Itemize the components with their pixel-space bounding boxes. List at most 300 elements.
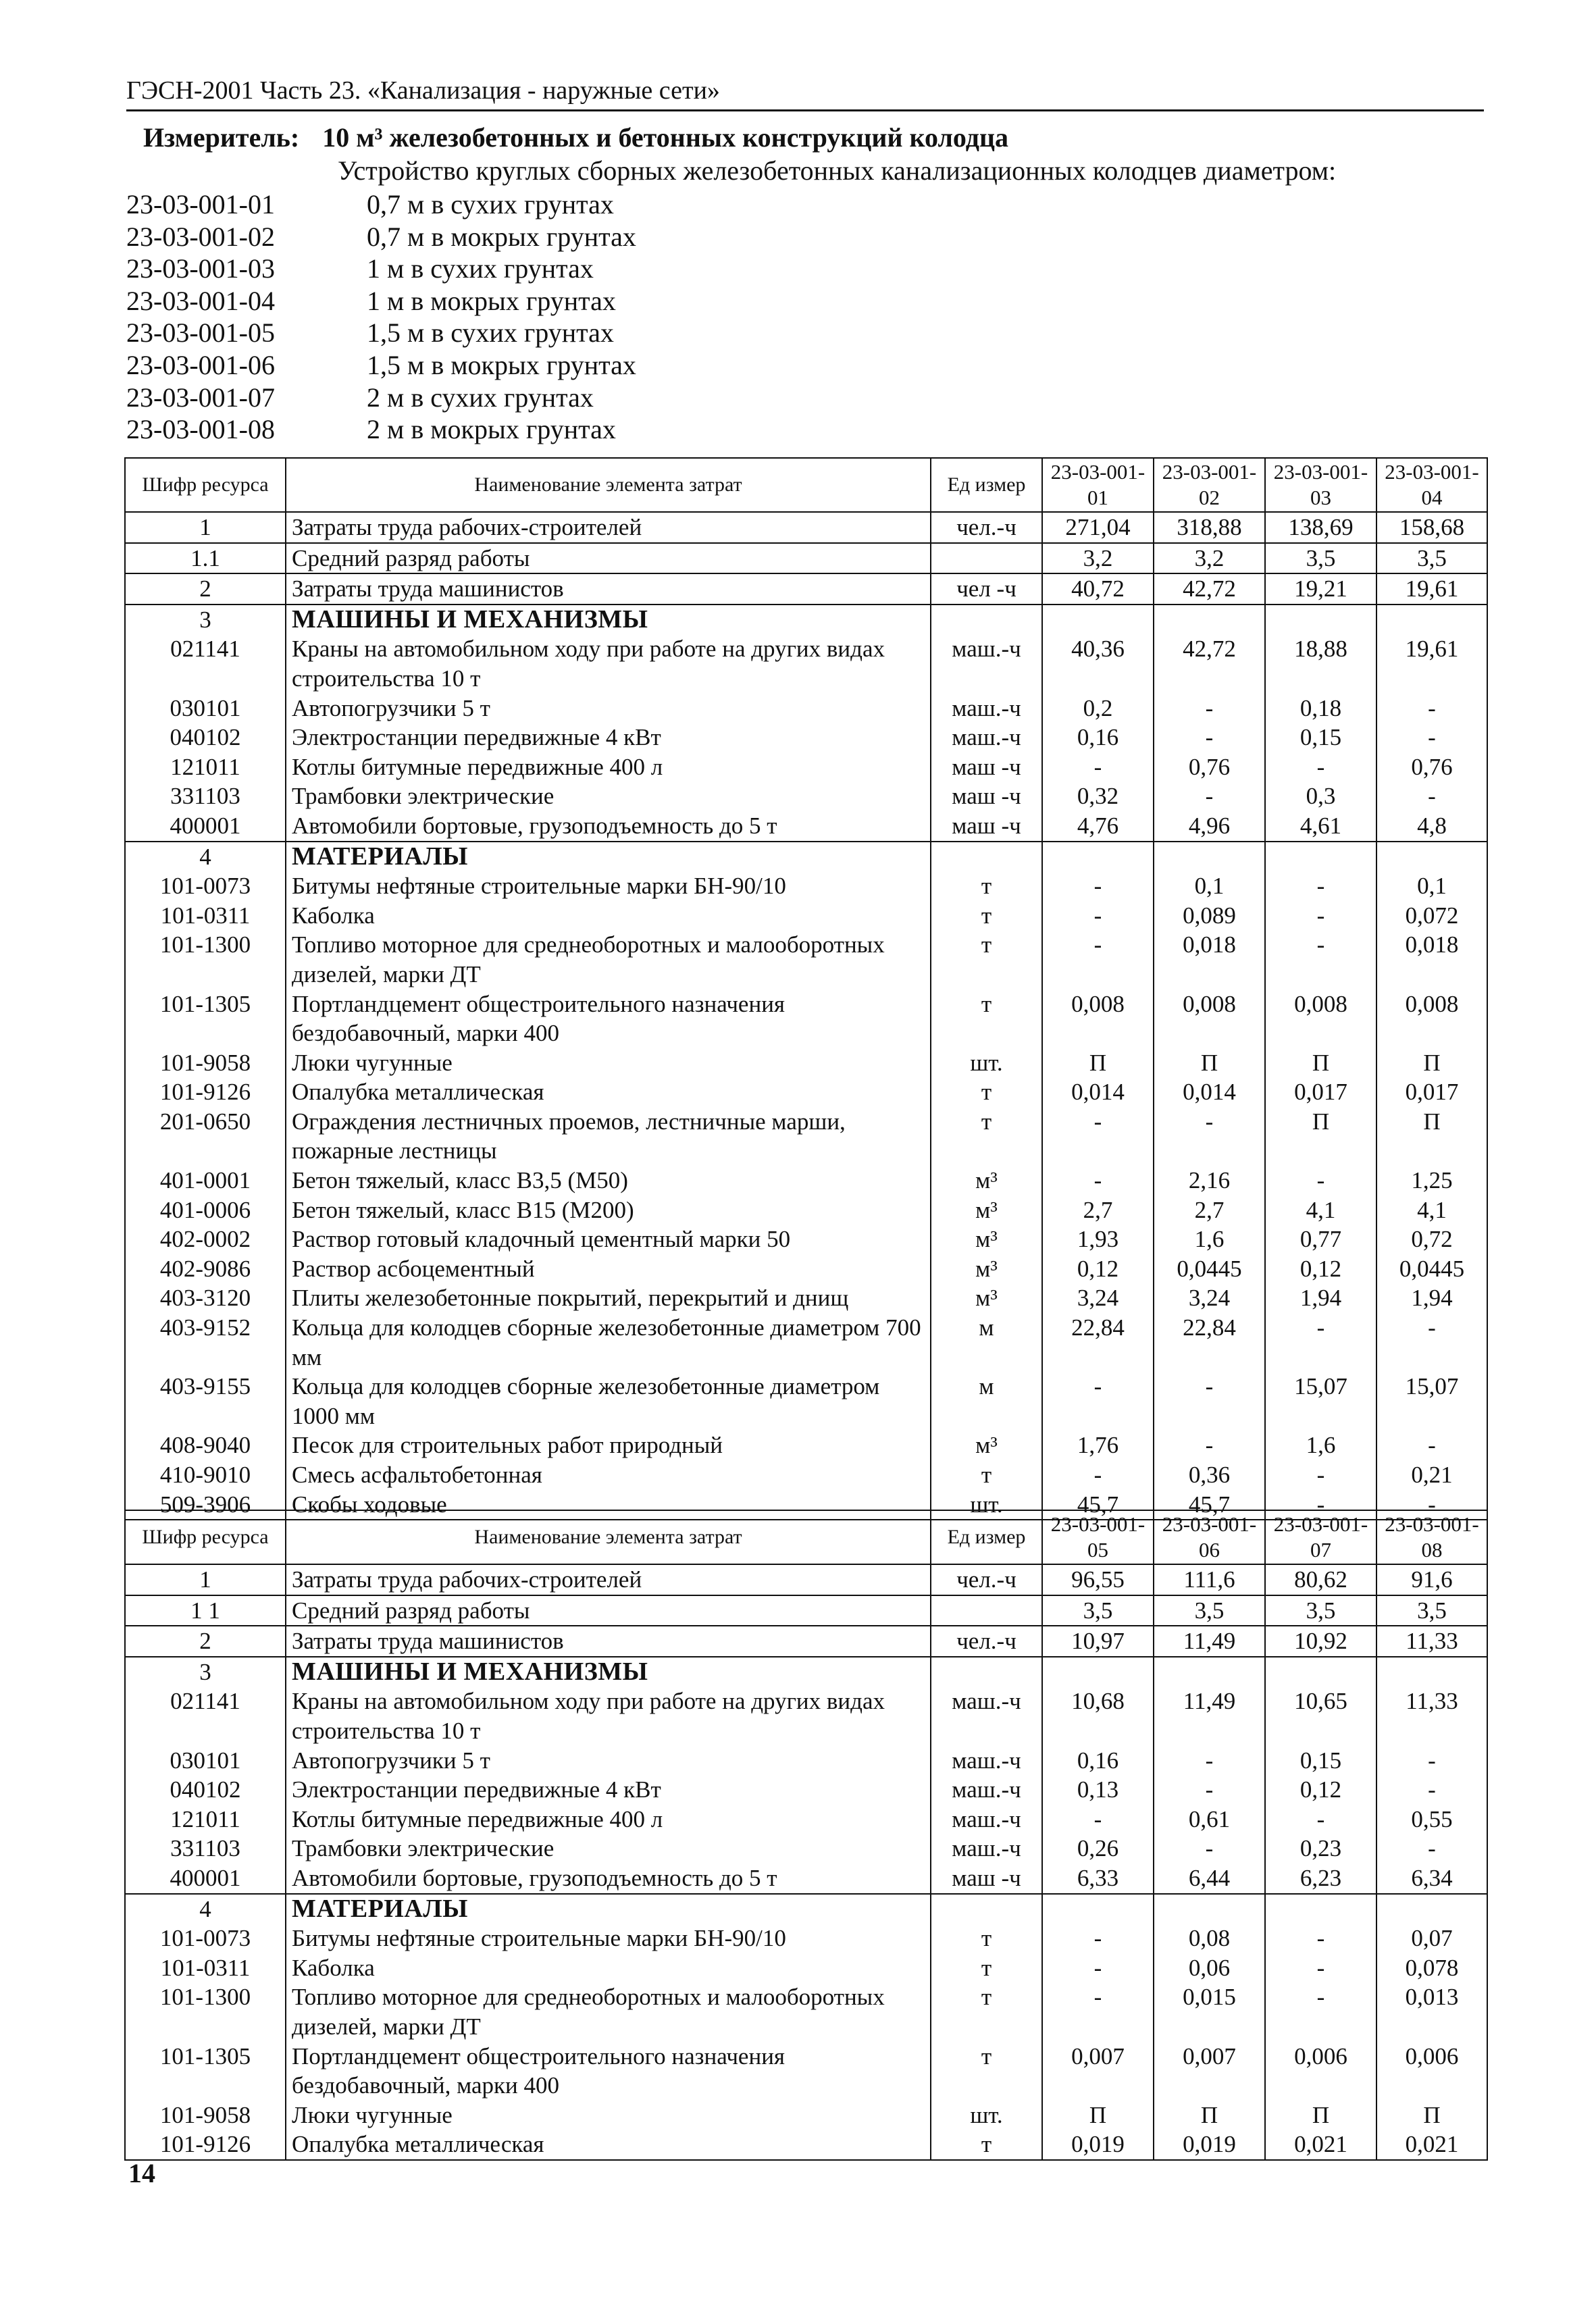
norm-value: 45,7 <box>1042 1490 1154 1520</box>
norm-value: - <box>1376 1746 1487 1776</box>
resource-name: Автопогрузчики 5 т <box>286 694 931 723</box>
resource-name: Краны на автомобильном ходу при работе на других видах строительства 10 т <box>286 634 931 693</box>
norm-value: 3,5 <box>1265 543 1376 574</box>
unit: маш.-ч <box>931 723 1042 752</box>
norm-value <box>1265 1894 1376 1924</box>
norm-value: 0,08 <box>1154 1924 1265 1953</box>
norm-value: 0,16 <box>1042 723 1154 752</box>
norm-value: 0,06 <box>1154 1953 1265 1983</box>
norm-value: 271,04 <box>1042 512 1154 543</box>
norm-value: П <box>1154 2101 1265 2130</box>
unit: т <box>931 1077 1042 1107</box>
norm-code: 23-03-001-04 <box>126 285 275 316</box>
norm-value: - <box>1042 1166 1154 1195</box>
unit: маш.-ч <box>931 1775 1042 1805</box>
unit: м³ <box>931 1254 1042 1284</box>
resource-name: Битумы нефтяные строительные марки БН-90/10 <box>286 1924 931 1953</box>
code-list-item <box>126 188 636 221</box>
norm-value: - <box>1042 1982 1154 2041</box>
resource-code: 101-9126 <box>125 2130 286 2160</box>
norm-value: 1,93 <box>1042 1225 1154 1254</box>
table-row <box>125 1166 1487 1195</box>
norm-value: 1,94 <box>1265 1283 1376 1313</box>
norm-description: 2 м в сухих грунтах <box>367 382 594 413</box>
resource-name: Каболка <box>286 1953 931 1983</box>
norm-value: - <box>1042 1805 1154 1834</box>
norm-value: 0,072 <box>1376 901 1487 931</box>
norm-value: 0,26 <box>1042 1834 1154 1863</box>
resource-code: 4 <box>125 842 286 872</box>
resource-code: 400001 <box>125 811 286 842</box>
resource-code: 101-0311 <box>125 1953 286 1983</box>
resource-name: Ограждения лестничных проемов, лестничные марши, пожарные лестницы <box>286 1107 931 1166</box>
norm-value: - <box>1042 1460 1154 1490</box>
norm-value: 15,07 <box>1265 1372 1376 1431</box>
norm-value: 40,36 <box>1042 634 1154 693</box>
norm-value: 15,07 <box>1376 1372 1487 1431</box>
table-row <box>125 1283 1487 1313</box>
norm-value: 0,55 <box>1376 1805 1487 1834</box>
unit: маш.-ч <box>931 694 1042 723</box>
resource-name: Плиты железобетонные покрытий, перекрытий и днищ <box>286 1283 931 1313</box>
norm-value: 0,76 <box>1154 752 1265 782</box>
resource-name: Средний разряд работы <box>286 543 931 574</box>
table-row <box>125 694 1487 723</box>
page-number: 14 <box>128 2158 155 2188</box>
resource-table-2 <box>124 1510 1488 2161</box>
code-list-item <box>126 349 636 382</box>
norm-value: 4,1 <box>1265 1195 1376 1225</box>
norm-value: 0,017 <box>1265 1077 1376 1107</box>
norm-value: 1,25 <box>1376 1166 1487 1195</box>
unit: чел.-ч <box>931 512 1042 543</box>
col-name-header: Наименование элемента затрат <box>286 1510 931 1564</box>
unit: шт. <box>931 1048 1042 1078</box>
resource-code: 402-0002 <box>125 1225 286 1254</box>
unit: маш -ч <box>931 781 1042 811</box>
resource-code: 101-1300 <box>125 1982 286 2041</box>
norm-value: П <box>1042 2101 1154 2130</box>
norm-value <box>1042 1657 1154 1687</box>
resource-code: 410-9010 <box>125 1460 286 1490</box>
norm-description: 1 м в сухих грунтах <box>367 253 594 284</box>
norm-value: - <box>1265 1924 1376 1953</box>
col-norm-header: 23-03-001-02 <box>1154 458 1265 512</box>
table-row <box>125 1460 1487 1490</box>
table-row <box>125 2101 1487 2130</box>
norm-value: П <box>1265 2101 1376 2130</box>
resource-code: 030101 <box>125 694 286 723</box>
norm-value: 0,008 <box>1376 989 1487 1048</box>
resource-name: Люки чугунные <box>286 2101 931 2130</box>
norm-value: - <box>1265 1953 1376 1983</box>
norm-value: - <box>1042 930 1154 989</box>
unit: маш.-ч <box>931 1834 1042 1863</box>
norm-value: - <box>1265 752 1376 782</box>
norm-value: - <box>1154 723 1265 752</box>
resource-code: 331103 <box>125 781 286 811</box>
norm-value: 0,12 <box>1042 1254 1154 1284</box>
resource-code: 121011 <box>125 1805 286 1834</box>
table-row <box>125 1657 1487 1687</box>
norm-value: 22,84 <box>1154 1313 1265 1372</box>
norm-value: 10,92 <box>1265 1626 1376 1657</box>
norm-value: П <box>1376 1048 1487 1078</box>
norm-value: 0,12 <box>1265 1775 1376 1805</box>
norm-value: - <box>1042 1953 1154 1983</box>
norm-value: 0,021 <box>1265 2130 1376 2160</box>
resource-name: Топливо моторное для среднеоборотных и малооборотных дизелей, марки ДТ <box>286 930 931 989</box>
norm-value: 0,007 <box>1154 2042 1265 2101</box>
norm-value: 1,94 <box>1376 1283 1487 1313</box>
norm-value: 3,5 <box>1376 1595 1487 1626</box>
resource-name: Портландцемент общестроительного назначения бездобавочный, марки 400 <box>286 989 931 1048</box>
norm-value: 3,5 <box>1154 1595 1265 1626</box>
table-row <box>125 1924 1487 1953</box>
table-row <box>125 811 1487 842</box>
norm-value: 0,006 <box>1376 2042 1487 2101</box>
unit: маш.-ч <box>931 1805 1042 1834</box>
resource-code: 2 <box>125 573 286 605</box>
resource-code: 509-3906 <box>125 1490 286 1520</box>
norm-value <box>1376 842 1487 872</box>
table-row <box>125 1894 1487 1924</box>
unit: т <box>931 1460 1042 1490</box>
resource-code: 3 <box>125 1657 286 1687</box>
norm-code: 23-03-001-02 <box>126 221 275 252</box>
measure-value: 10 м³ железобетонных и бетонных конструкций колодца <box>322 122 1009 153</box>
norm-value: П <box>1265 1048 1376 1078</box>
unit <box>931 1657 1042 1687</box>
resource-code: 3 <box>125 605 286 635</box>
col-code-header: Шифр ресурса <box>125 458 286 512</box>
norm-description: 0,7 м в сухих грунтах <box>367 189 614 220</box>
table-row <box>125 512 1487 543</box>
norm-description: 0,7 м в мокрых грунтах <box>367 221 636 252</box>
unit <box>931 543 1042 574</box>
resource-name: Топливо моторное для среднеоборотных и малооборотных дизелей, марки ДТ <box>286 1982 931 2041</box>
resource-name: Портландцемент общестроительного назначения бездобавочный, марки 400 <box>286 2042 931 2101</box>
norm-value: - <box>1265 1490 1376 1520</box>
norm-value: 4,1 <box>1376 1195 1487 1225</box>
table-row <box>125 1195 1487 1225</box>
norm-value: - <box>1376 1490 1487 1520</box>
col-name-header: Наименование элемента затрат <box>286 458 931 512</box>
norm-value <box>1042 842 1154 872</box>
norm-value: П <box>1376 1107 1487 1166</box>
norm-description: 1,5 м в мокрых грунтах <box>367 349 636 380</box>
resource-name: Песок для строительных работ природный <box>286 1431 931 1460</box>
resource-code: 101-9058 <box>125 1048 286 1078</box>
col-norm-header: 23-03-001-03 <box>1265 458 1376 512</box>
unit: чел.-ч <box>931 1626 1042 1657</box>
table-row <box>125 871 1487 901</box>
norm-value: 0,018 <box>1154 930 1265 989</box>
resource-name: Котлы битумные передвижные 400 л <box>286 752 931 782</box>
norm-value: 91,6 <box>1376 1564 1487 1595</box>
unit: т <box>931 2130 1042 2160</box>
table-row <box>125 930 1487 989</box>
norm-value: 0,015 <box>1154 1982 1265 2041</box>
resource-code: 101-9058 <box>125 2101 286 2130</box>
resource-name: Автопогрузчики 5 т <box>286 1746 931 1776</box>
norm-value: - <box>1042 871 1154 901</box>
unit: т <box>931 871 1042 901</box>
unit: т <box>931 1982 1042 2041</box>
unit: м³ <box>931 1225 1042 1254</box>
unit <box>931 1894 1042 1924</box>
resource-name: Электростанции передвижные 4 кВт <box>286 1775 931 1805</box>
unit: шт. <box>931 1490 1042 1520</box>
table-row <box>125 1048 1487 1078</box>
unit: м <box>931 1372 1042 1431</box>
norm-value: 0,15 <box>1265 1746 1376 1776</box>
norm-value: 0,12 <box>1265 1254 1376 1284</box>
table-row <box>125 1953 1487 1983</box>
norm-code: 23-03-001-08 <box>126 414 275 445</box>
unit: чел.-ч <box>931 1564 1042 1595</box>
norm-code: 23-03-001-07 <box>126 382 275 413</box>
norm-value: 0,021 <box>1376 2130 1487 2160</box>
norm-value: - <box>1376 1775 1487 1805</box>
resource-name: Раствор асбоцементный <box>286 1254 931 1284</box>
code-list-item <box>126 413 636 446</box>
unit: м³ <box>931 1431 1042 1460</box>
norm-value: 1,76 <box>1042 1431 1154 1460</box>
resource-name: Кольца для колодцев сборные железобетонные диаметром 1000 мм <box>286 1372 931 1431</box>
resource-code: 401-0006 <box>125 1195 286 1225</box>
norm-value: 0,006 <box>1265 2042 1376 2101</box>
norm-value: - <box>1265 1313 1376 1372</box>
norm-code: 23-03-001-05 <box>126 317 275 349</box>
norm-value <box>1154 1657 1265 1687</box>
norm-value: 4,61 <box>1265 811 1376 842</box>
norm-value: 1,6 <box>1154 1225 1265 1254</box>
norm-value: 0,078 <box>1376 1953 1487 1983</box>
norm-value: 0,018 <box>1376 930 1487 989</box>
unit: м³ <box>931 1283 1042 1313</box>
norm-value: 3,2 <box>1042 543 1154 574</box>
norm-value: 0,72 <box>1376 1225 1487 1254</box>
unit: м <box>931 1313 1042 1372</box>
norm-value: 0,0445 <box>1376 1254 1487 1284</box>
norm-value: П <box>1154 1048 1265 1078</box>
norm-value: 0,13 <box>1042 1775 1154 1805</box>
table-row <box>125 634 1487 693</box>
norm-value: - <box>1265 1805 1376 1834</box>
table-row <box>125 605 1487 635</box>
resource-code: 1.1 <box>125 543 286 574</box>
code-list-item <box>126 317 636 349</box>
unit: маш -ч <box>931 1863 1042 1894</box>
norm-value: 2,7 <box>1042 1195 1154 1225</box>
resource-code: 101-1305 <box>125 989 286 1048</box>
table-row <box>125 1863 1487 1894</box>
resource-code: 121011 <box>125 752 286 782</box>
table-row <box>125 781 1487 811</box>
unit: т <box>931 989 1042 1048</box>
norm-value: П <box>1376 2101 1487 2130</box>
running-header: ГЭСН-2001 Часть 23. «Канализация - наружные сети» <box>126 76 1484 111</box>
norm-value: 3,5 <box>1042 1595 1154 1626</box>
resource-name: Электростанции передвижные 4 кВт <box>286 723 931 752</box>
table-row <box>125 1372 1487 1431</box>
resource-code: 101-0073 <box>125 1924 286 1953</box>
norm-value: - <box>1376 694 1487 723</box>
norm-value: 0,008 <box>1265 989 1376 1048</box>
unit: чел -ч <box>931 573 1042 605</box>
resource-name: Котлы битумные передвижные 400 л <box>286 1805 931 1834</box>
resource-code: 040102 <box>125 1775 286 1805</box>
col-norm-header: 23-03-001-06 <box>1154 1510 1265 1564</box>
norm-value: - <box>1376 1431 1487 1460</box>
norm-value: 0,019 <box>1042 2130 1154 2160</box>
resource-code: 1 <box>125 1564 286 1595</box>
norm-value: 40,72 <box>1042 573 1154 605</box>
norm-value: 0,014 <box>1154 1077 1265 1107</box>
norm-value: - <box>1042 1372 1154 1431</box>
norm-value: 6,23 <box>1265 1863 1376 1894</box>
norm-value: - <box>1154 781 1265 811</box>
table-row <box>125 1225 1487 1254</box>
code-list-item <box>126 285 636 317</box>
table-row <box>125 752 1487 782</box>
norm-value: 18,88 <box>1265 634 1376 693</box>
norm-value: - <box>1265 930 1376 989</box>
norm-value: 0,18 <box>1265 694 1376 723</box>
table-row <box>125 543 1487 574</box>
norm-value <box>1042 605 1154 635</box>
col-unit-header: Ед измер <box>931 458 1042 512</box>
norm-value: 0,76 <box>1376 752 1487 782</box>
table-row <box>125 989 1487 1048</box>
norm-value: 0,0445 <box>1154 1254 1265 1284</box>
norm-value: 19,61 <box>1376 634 1487 693</box>
resource-name: Трамбовки электрические <box>286 781 931 811</box>
code-list-item <box>126 221 636 253</box>
resource-name: Трамбовки электрические <box>286 1834 931 1863</box>
resource-code: 1 1 <box>125 1595 286 1626</box>
norm-value: 318,88 <box>1154 512 1265 543</box>
norm-value: 138,69 <box>1265 512 1376 543</box>
norm-description: 1,5 м в сухих грунтах <box>367 317 614 349</box>
unit: т <box>931 901 1042 931</box>
resource-code: 402-9086 <box>125 1254 286 1284</box>
norm-code: 23-03-001-03 <box>126 253 275 284</box>
norm-value: П <box>1042 1048 1154 1078</box>
norm-value: 11,49 <box>1154 1626 1265 1657</box>
norm-value: - <box>1265 901 1376 931</box>
resource-code: 331103 <box>125 1834 286 1863</box>
norm-value <box>1265 842 1376 872</box>
norm-value: 158,68 <box>1376 512 1487 543</box>
norm-value: 22,84 <box>1042 1313 1154 1372</box>
resource-code: 030101 <box>125 1746 286 1776</box>
norm-value: 6,33 <box>1042 1863 1154 1894</box>
section-subtitle: Устройство круглых сборных железобетонных канализационных колодцев диаметром: <box>338 155 1337 186</box>
norm-value: - <box>1265 1460 1376 1490</box>
norm-value: 0,2 <box>1042 694 1154 723</box>
norm-value: - <box>1265 1166 1376 1195</box>
resource-code: 401-0001 <box>125 1166 286 1195</box>
norm-value: 0,1 <box>1376 871 1487 901</box>
norm-value: 1,6 <box>1265 1431 1376 1460</box>
resource-code: 403-9155 <box>125 1372 286 1431</box>
resource-name: Краны на автомобильном ходу при работе на других видах строительства 10 т <box>286 1687 931 1745</box>
resource-name: Битумы нефтяные строительные марки БН-90/10 <box>286 871 931 901</box>
resource-name: Кольца для колодцев сборные железобетонные диаметром 700 мм <box>286 1313 931 1372</box>
norm-value: 3,2 <box>1154 543 1265 574</box>
table-row <box>125 1626 1487 1657</box>
norm-value: - <box>1154 1107 1265 1166</box>
resource-name: Опалубка металлическая <box>286 1077 931 1107</box>
norm-value: - <box>1154 694 1265 723</box>
unit: м³ <box>931 1166 1042 1195</box>
table-row <box>125 1595 1487 1626</box>
table-row <box>125 723 1487 752</box>
norm-value: 0,61 <box>1154 1805 1265 1834</box>
table-row <box>125 1982 1487 2041</box>
resource-code: 2 <box>125 1626 286 1657</box>
norm-value: - <box>1265 1982 1376 2041</box>
norm-value: - <box>1376 723 1487 752</box>
code-list-item <box>126 253 636 285</box>
norm-value <box>1376 1657 1487 1687</box>
measure-label: Измеритель: <box>143 122 300 153</box>
norm-value: 0,36 <box>1154 1460 1265 1490</box>
section-heading: МАШИНЫ И МЕХАНИЗМЫ <box>286 1657 931 1687</box>
norm-value: - <box>1154 1834 1265 1863</box>
table-row <box>125 573 1487 605</box>
unit: т <box>931 1953 1042 1983</box>
resource-name: Средний разряд работы <box>286 1595 931 1626</box>
unit <box>931 605 1042 635</box>
unit: маш.-ч <box>931 1746 1042 1776</box>
table-row <box>125 2042 1487 2101</box>
resource-code: 403-3120 <box>125 1283 286 1313</box>
norm-value <box>1154 605 1265 635</box>
norm-value: - <box>1376 781 1487 811</box>
norm-value: 2,16 <box>1154 1166 1265 1195</box>
norm-value <box>1042 1894 1154 1924</box>
unit <box>931 1595 1042 1626</box>
resource-name: Скобы ходовые <box>286 1490 931 1520</box>
norm-value: 6,34 <box>1376 1863 1487 1894</box>
norm-value: 0,013 <box>1376 1982 1487 2041</box>
unit: маш.-ч <box>931 634 1042 693</box>
col-norm-header: 23-03-001-04 <box>1376 458 1487 512</box>
table-row <box>125 1564 1487 1595</box>
table-row <box>125 1834 1487 1863</box>
norm-value: 0,23 <box>1265 1834 1376 1863</box>
norm-description: 2 м в мокрых грунтах <box>367 414 616 445</box>
code-list <box>126 188 636 446</box>
norm-value: 0,019 <box>1154 2130 1265 2160</box>
resource-code: 403-9152 <box>125 1313 286 1372</box>
norm-value: П <box>1265 1107 1376 1166</box>
table-row <box>125 1746 1487 1776</box>
code-list-item <box>126 382 636 414</box>
table-row <box>125 1431 1487 1460</box>
resource-code: 021141 <box>125 634 286 693</box>
norm-value: - <box>1376 1313 1487 1372</box>
norm-value: 10,97 <box>1042 1626 1154 1657</box>
norm-value: 45,7 <box>1154 1490 1265 1520</box>
table-row <box>125 1775 1487 1805</box>
section-heading: МАШИНЫ И МЕХАНИЗМЫ <box>286 605 931 635</box>
resource-name: Затраты труда рабочих-строителей <box>286 512 931 543</box>
table-row <box>125 1805 1487 1834</box>
